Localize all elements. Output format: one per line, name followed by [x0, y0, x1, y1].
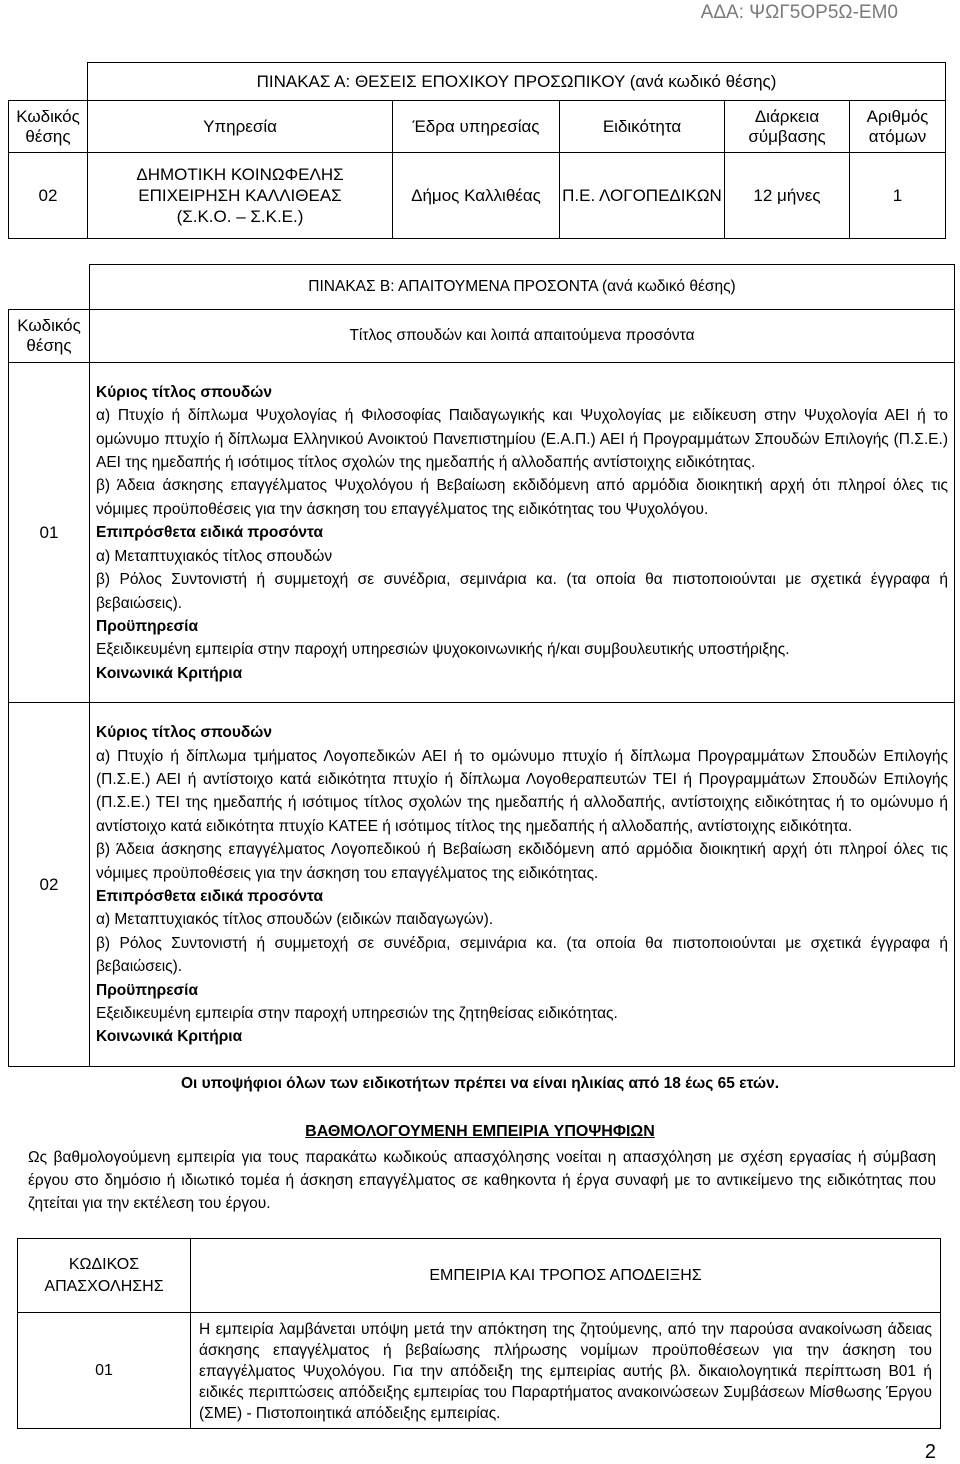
header-seat: Έδρα υπηρεσίας — [393, 101, 560, 153]
row-specialty: Π.Ε. ΛΟΓΟΠΕΔΙΚΩΝ — [560, 153, 725, 239]
table-c — [17, 1238, 941, 1429]
header-specialty: Ειδικότητα — [560, 101, 725, 153]
table-c-exp-header: ΕΜΠΕΙΡΙΑ ΚΑΙ ΤΡΟΠΟΣ ΑΠΟΔΕΙΞΗΣ — [191, 1239, 941, 1313]
header-count: Αριθμός ατόμων — [850, 101, 946, 153]
page-number: 2 — [924, 1441, 936, 1463]
table-b-col-header: Τίτλος σπουδών και λοιπά απαιτούμενα προσόντα — [90, 310, 955, 363]
table-a — [8, 62, 946, 239]
row-count: 1 — [850, 153, 946, 239]
table-b-row-code: 02 — [9, 703, 90, 1067]
scored-experience-title: ΒΑΘΜΟΛΟΓΟΥΜΕΝΗ ΕΜΠΕΙΡΙΑ ΥΠΟΨΗΦΙΩΝ — [305, 1123, 655, 1140]
table-c-text: Η εμπειρία λαμβάνεται υπόψη μετά την απόκτηση της ζητούμενης, από την παρούσα ανακοίνωση άδειας άσκησης επαγγέλματος ή βεβαίωσης πλήρωσης νομίμων προϋποθέσεων για την άσκηση του επαγγέλματος Ψυχολόγου. Για την απόδειξη της εμπειρίας αυτής βλ. δικαιολογητικά περίπτωση Β01 ή ειδικές περιπτώσεις απόδειξης εμπειρίας του Παραρτήματος ανακοινώσεων Συμβάσεων Μίσθωσης Έργου (ΣΜΕ) - Πιστοποιητικά απόδειξης εμπειρίας. — [191, 1313, 941, 1429]
row-code: 02 — [9, 153, 88, 239]
table-a-title: ΠΙΝΑΚΑΣ Α: ΘΕΣΕΙΣ ΕΠΟΧΙΚΟΥ ΠΡΟΣΩΠΙΚΟΥ (ανά κωδικό θέσης) — [88, 63, 946, 101]
age-notice: Οι υποψήφιοι όλων των ειδικοτήτων πρέπει να είναι ηλικίας από 18 έως 65 ετών. — [180, 1075, 780, 1092]
header-code: Κωδικός θέσης — [9, 101, 88, 153]
table-c-code: 01 — [18, 1313, 191, 1429]
row-service: ΔΗΜΟΤΙΚΗ ΚΟΙΝΩΦΕΛΗΣ ΕΠΙΧΕΙΡΗΣΗ ΚΑΛΛΙΘΕΑΣ (Σ.Κ.Ο. – Σ.Κ.Ε.) — [88, 153, 393, 239]
row-duration: 12 μήνες — [725, 153, 850, 239]
table-b-title: ΠΙΝΑΚΑΣ Β: ΑΠΑΙΤΟΥΜΕΝΑ ΠΡΟΣΟΝΤΑ (ανά κωδικό θέσης) — [90, 265, 955, 310]
header-service: Υπηρεσία — [88, 101, 393, 153]
header-duration: Διάρκεια σύμβασης — [725, 101, 850, 153]
table-b-row-code: 01 — [9, 363, 90, 703]
table-b — [8, 264, 955, 1067]
table-b-code-header: Κωδικός θέσης — [9, 310, 90, 363]
ada-code: ΑΔΑ: ΨΩΓ5ΟΡ5Ω-ΕΜ0 — [700, 2, 898, 23]
table-b-row-body: Κύριος τίτλος σπουδών α) Πτυχίο ή δίπλωμα Ψυχολογίας ή Φιλοσοφίας Παιδαγωγικής και Ψυχολογίας με ειδίκευση στην Ψυχολογία ΑΕΙ ή το ομώνυμο πτυχίο ή δίπλωμα Ελληνικού Ανοικτού Πανεπιστημίου (Ε.Α.Π.) ΑΕΙ ή Προγραμμάτων Σπουδών Επιλογής (Π.Σ.Ε.) ΑΕΙ της ημεδαπής ή ισότιμος τίτλος σχολών της ημεδαπής ή αλλοδαπής αντίστοιχης ειδικότητας. β) Άδεια άσκησης επαγγέλματος Ψυχολόγου ή Βεβαίωση εκδιδόμενη από αρμόδια διοικητική αρχή ότι πληροί όλες τις νόμιμες προϋποθέσεις για την άσκηση του επαγγέλματος της ειδικότητας του Ψυχολόγου. Επιπρόσθετα ειδικά προσόντα α) Μεταπτυχιακός τίτλος σπουδών β) Ρόλος Συντονιστή ή συμμετοχή σε συνέδρια, σεμινάρια κα. (τα οποία θα πιστοποιούνται με σχετικά έγγραφα ή βεβαιώσεις). Προϋπηρεσία Εξειδικευμένη εμπειρία στην παροχή υπηρεσιών ψυχοκοινωνικής ή/και συμβουλευτικής υποστήριξης. Κοινωνικά Κριτήρια — [90, 363, 955, 703]
row-seat: Δήμος Καλλιθέας — [393, 153, 560, 239]
table-c-code-header: ΚΩΔΙΚΟΣ ΑΠΑΣΧΟΛΗΣΗΣ — [18, 1239, 191, 1313]
table-b-row-body: Κύριος τίτλος σπουδών α) Πτυχίο ή δίπλωμα τμήματος Λογοπεδικών ΑΕΙ ή το ομώνυμο πτυχίο ή δίπλωμα Προγραμμάτων Σπουδών Επιλογής (Π.Σ.Ε.) ΑΕΙ ή αντίστοιχο κατά ειδικότητα πτυχίο ή δίπλωμα Λογοθεραπευτών ΤΕΙ ή Προγραμμάτων Σπουδών Επιλογής (Π.Σ.Ε.) ΤΕΙ της ημεδαπής ή ισότιμος τίτλος σχολών της ημεδαπής ή αλλοδαπής, αντίστοιχης ειδικότητας ή το ομώνυμο ή αντίστοιχο κατά ειδικότητα πτυχίο ΚΑΤΕΕ ή ισότιμος τίτλος της ημεδαπής ή αλλοδαπής, αντίστοιχης ειδικότητα. β) Άδεια άσκησης επαγγέλματος Λογοπεδικού ή Βεβαίωση εκδιδόμενη από αρμόδια διοικητική αρχή ότι πληροί όλες τις νόμιμες προϋποθέσεις για την άσκηση του επαγγέλματος της ειδικότητας. Επιπρόσθετα ειδικά προσόντα α) Μεταπτυχιακός τίτλος σπουδών (ειδικών παιδαγωγών). β) Ρόλος Συντονιστή ή συμμετοχή σε συνέδρια, σεμινάρια κα. (τα οποία θα πιστοποιούνται με σχετικά έγγραφα ή βεβαιώσεις). Προϋπηρεσία Εξειδικευμένη εμπειρία στην παροχή υπηρεσιών της ζητηθείσας ειδικότητας. Κοινωνικά Κριτήρια — [90, 703, 955, 1067]
scored-experience-paragraph: Ως βαθμολογούμενη εμπειρία για τους παρακάτω κωδικούς απασχόλησης νοείται η απασχόληση με σχέση εργασίας ή σύμβαση έργου στο δημόσιο ή ιδιωτικό τομέα ή άσκηση επαγγέλματος σε καθηκοντα ή έργα συναφή με το αντικείμενο της ειδικότητας που ζητείται για την εκτέλεση του έργου. — [28, 1149, 936, 1212]
